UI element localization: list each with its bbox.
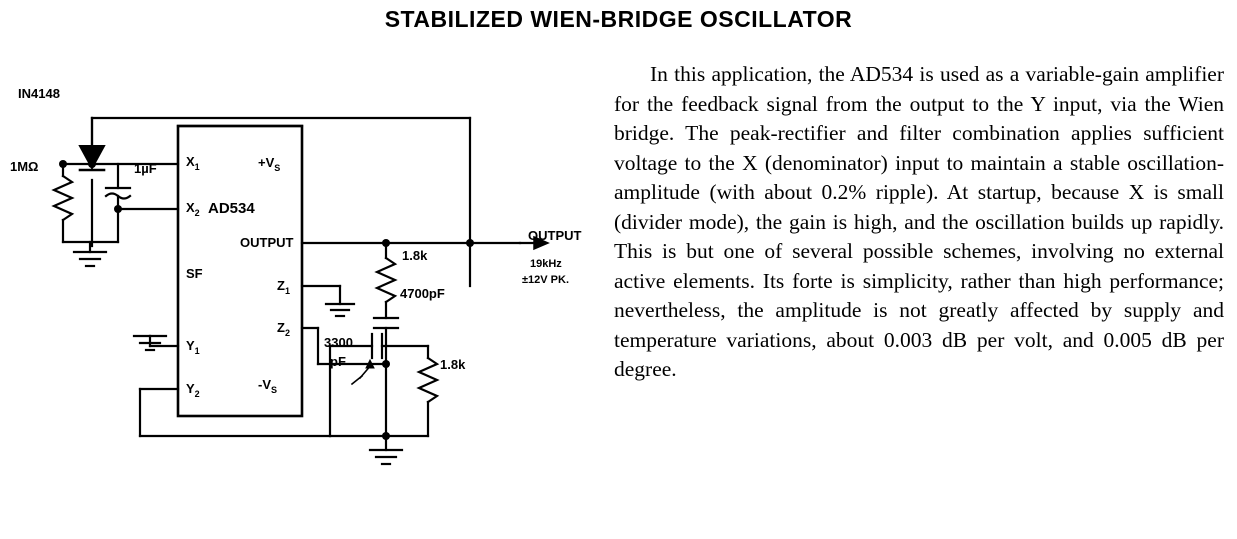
label-output: OUTPUT — [528, 228, 582, 243]
label-resistor-1k8-top: 1.8k — [402, 248, 428, 263]
label-capacitor-3300pf: 3300 — [324, 335, 353, 350]
description-text — [614, 60, 1224, 385]
label-resistor-1k8-bottom: 1.8k — [440, 357, 466, 372]
pin-output: OUTPUT — [240, 235, 294, 250]
chip-name: AD534 — [208, 200, 255, 217]
label-output-freq: 19kHz — [530, 258, 562, 270]
label-output-amplitude: ±12V PK. — [522, 274, 570, 286]
label-resistor-1m: 1MΩ — [10, 159, 39, 174]
label-capacitor-3300pf-unit: pF — [330, 354, 346, 369]
page-title: STABILIZED WIEN-BRIDGE OSCILLATOR — [384, 6, 853, 32]
pin-vs-neg: $-V_S$ — [258, 377, 278, 395]
pin-y1: $Y_1$ — [186, 338, 200, 356]
pin-z2: $Z_2$ — [277, 320, 290, 338]
pin-y2: $Y_2$ — [186, 381, 200, 399]
pin-sf: SF — [186, 266, 203, 281]
pin-vs-pos: $+V_S$ — [258, 155, 281, 173]
description-paragraph: In this application, the AD534 is used as a variable-gain amplifier for the feedback signal from the output to the Y input, via the Wien bridge. The peak-rectifier and filter combination applies sufficient voltage to the X (denominator) input to maintain a stable oscillation-amplitude (with about 0.2% ripple). At startup, because X is small (divider mode), the gain is high, and the oscillation builds up rapidly. This is but one of several possible schemes, involving no external active elements. Its forte is simplicity, rather than high performance; nevertheless, the amplitude is not greatly affected by supply and temperature variations, about 0.003 dB per volt, and 0.005 dB per degree. — [614, 62, 1224, 381]
label-diode: IN4148 — [18, 86, 60, 101]
label-capacitor-1uf: 1µF — [134, 161, 157, 176]
label-capacitor-4700pf: 4700pF — [400, 286, 445, 301]
pin-x1: $X_1$ — [186, 154, 200, 172]
pin-z1: $Z_1$ — [277, 278, 290, 296]
pin-x2: $X_2$ — [186, 200, 200, 218]
circuit-schematic — [0, 46, 620, 539]
